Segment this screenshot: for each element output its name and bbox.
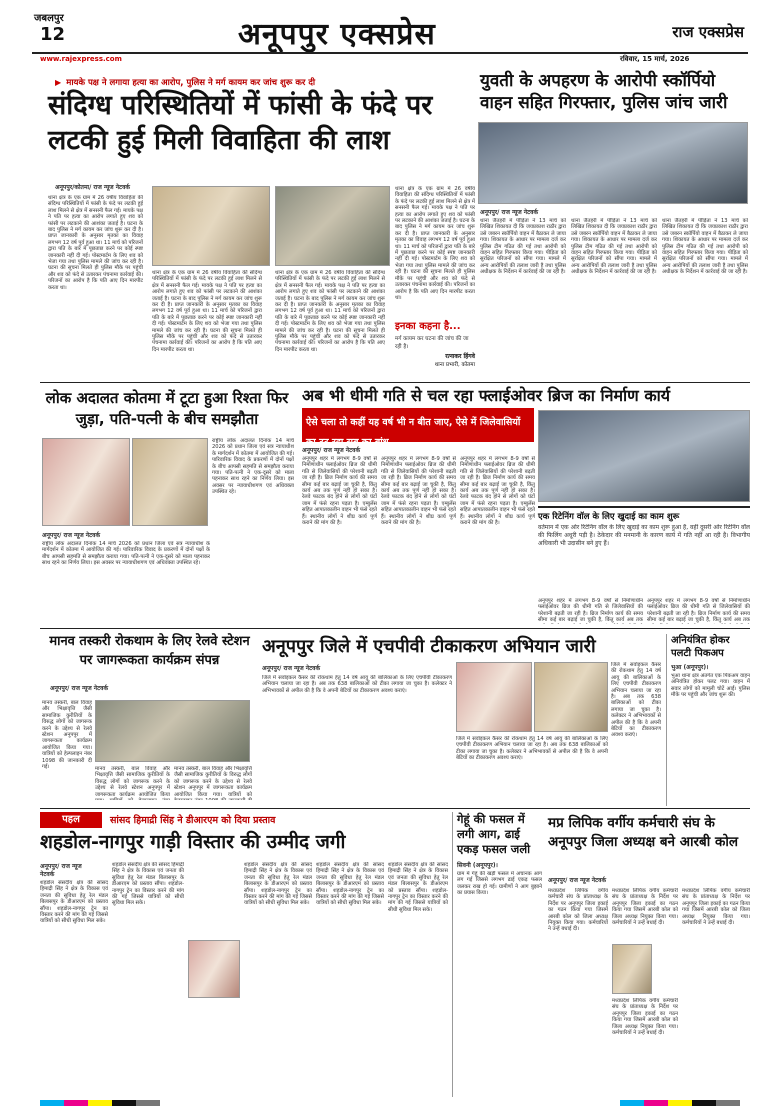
lead-body-col2: थाना क्षेत्र के एक ग्राम में 26 वर्षीय विवाहिता की संदिग्ध परिस्थितियों में फांसी के फंदे पर लटकी हुई लाश मिलने से क्षेत्र में सनसनी फैल गई। मायके पक्ष ने पति पर हत्या का आरोप लगाते हुए शव को फांसी पर लटकाने की आशंका जताई है। घटना के बाद पुलिस ने मर्ग कायम कर जांच शुरू कर दी है। प्राप्त जानकारी के अनुसार मृतका का विवाह लगभग 12 वर्ष पूर्व हुआ था। 11 मार्च को परिजनों द्वारा पति के बारे में पूछताछ करने पर कोई स्पष्ट जानकारी नहीं दी गई। पोस्टमार्टम के लिए शव को भेजा गया तथा पुलिस मामले की जांच कर रही है। घटना की सूचना मिलते ही पुलिस मौके पर पहुंची और शव को फंदे से उतारकर पंचनामा कार्रवाई की। परिजनों का आरोप है कि पति आए दिन मारपीट करता था। (152, 270, 262, 353)
story6-body-col3: जिले में सर्वाइकल कैंसर की रोकथाम हेतु 14 वर्ष आयु की बालिकाओं के लिए एचपीवी टीकाकरण अभियान चलाया जा रहा है। अब तक 638 बालिकाओं को टीका लगाया जा चुका है। कलेक्टर ने अभिभावकों से अपील की है कि वे अपनी बेटियों का टीकाकरण अवश्य कराएं। (456, 736, 608, 762)
story8-body-col4: शहडोल संसदीय क्षेत्र की सांसद हिमाद्री सिंह ने क्षेत्र के विकास एवं जनता की सुविधा हेतु रेल मंडल बिलासपुर के डीआरएम को प्रस्ताव सौंपा। शहडोल-नागपुर ट्रेन का विस्तार करने की मांग की गई जिससे यात्रियों को सीधी सुविधा मिल सके। (316, 862, 384, 907)
story4-body: अनूपपुर शहर में लगभग 8-9 वर्षों से निर्माणाधीन फ्लाईओवर ब्रिज की धीमी गति से जिलेवासियों की परेशानी बढ़ती जा रही है। ब्रिज निर्माण कार्य की समय सीमा कई बार बढ़ाई जा चुकी है, किंतु कार्य अब तक पूर्ण नहीं हो सका है। रेलवे फाटक बंद होने से लोगों को घंटों जाम में फंसे रहना पड़ता है। एम्बुलेंस सहित आपातकालीन वाहन भी फंसे रहते हैं। स्थानीय लोगों ने शीघ्र कार्य पूर्ण कराने की मांग की है। (302, 456, 377, 527)
story2-body-col2: थाना जैतहरी में पीड़िता ने 13 मार्च को लिखित शिकायत दी कि जयप्रकाश राठौर द्वारा उसे जबरन स्कॉर्पियो वाहन में बैठाकर ले जाया गया। शिकायत के आधार पर मामला दर्ज कर पुलिस टीम गठित की गई तथा आरोपी को वाहन सहित गिरफ्तार किया गया। पीड़िता को सुरक्षित परिजनों को सौंपा गया। मामले में अन्य आरोपियों की तलाश जारी है तथा पुलिस अधीक्षक के निर्देशन में कार्रवाई की जा रही है। (571, 218, 657, 276)
story6-body: जिले में सर्वाइकल कैंसर की रोकथाम हेतु 14 वर्ष आयु की बालिकाओं के लिए एचपीवी टीकाकरण अभियान चलाया जा रहा है। अब तक 638 बालिकाओं को टीका लगाया जा चुका है। कलेक्टर ने अभिभावकों से अपील की है कि वे अपनी बेटियों का टीकाकरण अवश्य कराएं। (262, 675, 452, 694)
quote-role: थाना प्रभारी, कोतमा (434, 362, 475, 368)
story6-headline: अनूपपुर जिले में एचपीवी टीकाकरण अभियान जारी (262, 636, 596, 657)
story5-headline: मानव तस्करी रोकथाम के लिए रेलवे स्टेशन पर जागरूकता कार्यक्रम संपन्न (49, 634, 250, 668)
story6-body-col2: जिले में सर्वाइकल कैंसर की रोकथाम हेतु 14 वर्ष आयु की बालिकाओं के लिए एचपीवी टीकाकरण अभियान चलाया जा रहा है। अब तक 638 बालिकाओं को टीका लगाया जा चुका है। कलेक्टर ने अभिभावकों से अपील की है कि वे अपनी बेटियों का टीकाकरण अवश्य कराएं। (611, 662, 661, 739)
story4-byline: अनूपपुर/ राज न्यूज नेटवर्क (302, 447, 361, 454)
issue-date: रविवार, 15 मार्च, 2026 (620, 55, 690, 63)
story10-body-col3: मध्यप्रदेश लिपिक वर्गीय कर्मचारी संघ के प्रांताध्यक्ष के निर्देश पर अनूपपुर जिला इकाई का गठन किया गया जिसमें आरबी कोल को जिला अध्यक्ष नियुक्त किया गया। कर्मचारियों ने उन्हें बधाई दी। (612, 998, 678, 1037)
story4-photo-bridge (538, 410, 750, 502)
registration-strip-right (620, 1100, 740, 1106)
lead-body: थाना क्षेत्र के एक ग्राम में 26 वर्षीय विवाहिता की संदिग्ध परिस्थितियों में फांसी के फंदे पर लटकी हुई लाश मिलने से क्षेत्र में सनसनी फैल गई। मायके पक्ष ने पति पर हत्या का आरोप लगाते हुए शव को फांसी पर लटकाने की आशंका जताई है। घटना के बाद पुलिस ने मर्ग कायम कर जांच शुरू कर दी है। प्राप्त जानकारी के अनुसार मृतका का विवाह लगभग 12 वर्ष पूर्व हुआ था। 11 मार्च को परिजनों द्वारा पति के बारे में पूछताछ करने पर कोई स्पष्ट जानकारी नहीं दी गई। पोस्टमार्टम के लिए शव को भेजा गया तथा पुलिस मामले की जांच कर रही है। घटना की सूचना मिलते ही पुलिस मौके पर पहुंची और शव को फंदे से उतारकर पंचनामा कार्रवाई की। परिजनों का आरोप है कि पति आए दिन मारपीट करता था। (48, 195, 143, 291)
story4-body-col3: अनूपपुर शहर में लगभग 8-9 वर्षों से निर्माणाधीन फ्लाईओवर ब्रिज की धीमी गति से जिलेवासियों की परेशानी बढ़ती जा रही है। ब्रिज निर्माण कार्य की समय सीमा कई बार बढ़ाई जा चुकी है, किंतु कार्य अब तक पूर्ण नहीं हो सका है। रेलवे फाटक बंद होने से लोगों को घंटों जाम में फंसे रहना पड़ता है। एम्बुलेंस सहित आपातकालीन वाहन भी फंसे रहते हैं। स्थानीय लोगों ने शीघ्र कार्य पूर्ण कराने की मांग की है। (460, 456, 535, 527)
page-number: 12 (40, 24, 66, 45)
story4-box-text: वर्तमान में एक ओर रिटेनिंग वॉल के लिए खुदाई का काम शुरू हुआ है, वहीं दूसरी ओर रिटेनिंग वॉल की फिलिंग अधूरी पड़ी है। ठेकेदार की मनमानी के कारण कार्य में गति नहीं आ रही है। विभागीय अधिकारी भी उदासीन बने हुए हैं। (538, 524, 750, 547)
story10-body-col2: मध्यप्रदेश लिपिक वर्गीय कर्मचारी संघ के प्रांताध्यक्ष के निर्देश पर अनूपपुर जिला इकाई का गठन किया गया जिसमें आरबी कोल को जिला अध्यक्ष नियुक्त किया गया। कर्मचारियों ने उन्हें बधाई दी। (612, 888, 678, 927)
section-rule-2 (40, 628, 750, 629)
story5-body: मानव तस्करी, बाल विवाह और भिक्षावृत्ति जैसी सामाजिक कुरीतियों के विरुद्ध लोगों को जागरूक करने के उद्देश्य से रेलवे स्टेशन अनूपपुर में जागरूकता कार्यक्रम आयोजित किया गया। यात्रियों को हेल्पलाइन नंबर 1098 की जानकारी दी गई। (42, 700, 92, 771)
story8-body-col5: शहडोल संसदीय क्षेत्र की सांसद हिमाद्री सिंह ने क्षेत्र के विकास एवं जनता की सुविधा हेतु रेल मंडल बिलासपुर के डीआरएम को प्रस्ताव सौंपा। शहडोल-नागपुर ट्रेन का विस्तार करने की मांग की गई जिससे यात्रियों को सीधी सुविधा मिल सके। (388, 862, 448, 913)
lead-kicker: ▶ मायके पक्ष ने लगाया हत्या का आरोप, पुलिस ने मर्ग कायम कर जांच शुरू कर दी (55, 78, 316, 88)
story9-byline: सिवनी (अनूपपुर)। (457, 862, 498, 869)
section-rule-1 (40, 382, 750, 383)
lead-photo-building (275, 186, 390, 266)
story2-headline: युवती के अपहरण के आरोपी स्कॉर्पियो वाहन सहित गिरफ्तार, पुलिस जांच जारी (480, 71, 728, 113)
story2-body-col3: थाना जैतहरी में पीड़िता ने 13 मार्च को लिखित शिकायत दी कि जयप्रकाश राठौर द्वारा उसे जबरन स्कॉर्पियो वाहन में बैठाकर ले जाया गया। शिकायत के आधार पर मामला दर्ज कर पुलिस टीम गठित की गई तथा आरोपी को वाहन सहित गिरफ्तार किया गया। पीड़िता को सुरक्षित परिजनों को सौंपा गया। मामले में अन्य आरोपियों की तलाश जारी है तथा पुलिस अधीक्षक के निर्देशन में कार्रवाई की जा रही है। (662, 218, 748, 276)
quote-name: रत्नाकर हिंगवे (445, 353, 475, 360)
story5-byline: अनूपपुर/ राज न्यूज नेटवर्क (50, 685, 109, 692)
story4-subhead: ऐसे चला तो कहीं यह वर्ष भी न बीत जाए, ऐसे में जिलेवासियों का टूट रहा सब्र का बांध (302, 408, 534, 442)
story3-headline: लोक अदालत कोतमा में टूटा हुआ रिश्ता फिर जुड़ा, पति-पत्नी के बीच समझौता (45, 389, 289, 428)
story8-body-col2: शहडोल संसदीय क्षेत्र की सांसद हिमाद्री सिंह ने क्षेत्र के विकास एवं जनता की सुविधा हेतु रेल मंडल बिलासपुर के डीआरएम को प्रस्ताव सौंपा। शहडोल-नागपुर ट्रेन का विस्तार करने की मांग की गई जिससे यात्रियों को सीधी सुविधा मिल सके। (112, 862, 184, 907)
story3-byline: अनूपपुर/ राज न्यूज नेटवर्क (42, 532, 101, 539)
website[interactable]: www.rajexpress.com (40, 55, 122, 63)
story8-byline: अनूपपुर/ राज न्यूज नेटवर्क (40, 863, 82, 878)
story8-photo-mp (188, 940, 240, 998)
lead-body-col4: थाना क्षेत्र के एक ग्राम में 26 वर्षीय विवाहिता की संदिग्ध परिस्थितियों में फांसी के फंदे पर लटकी हुई लाश मिलने से क्षेत्र में सनसनी फैल गई। मायके पक्ष ने पति पर हत्या का आरोप लगाते हुए शव को फांसी पर लटकाने की आशंका जताई है। घटना के बाद पुलिस ने मर्ग कायम कर जांच शुरू कर दी है। प्राप्त जानकारी के अनुसार मृतका का विवाह लगभग 12 वर्ष पूर्व हुआ था। 11 मार्च को परिजनों द्वारा पति के बारे में पूछताछ करने पर कोई स्पष्ट जानकारी नहीं दी गई। पोस्टमार्टम के लिए शव को भेजा गया तथा पुलिस मामले की जांच कर रही है। घटना की सूचना मिलते ही पुलिस मौके पर पहुंची और शव को फंदे से उतारकर पंचनामा कार्रवाई की। परिजनों का आरोप है कि पति आए दिन मारपीट करता था। (395, 186, 475, 301)
kicker-arrow-icon: ▶ (55, 78, 62, 87)
story8-headline: शहडोल-नागपुर गाड़ी विस्तार की उम्मीद जगी (40, 831, 346, 853)
story7-headline: अनियंत्रित होकर पलटी पिकअप (671, 635, 730, 659)
story8-tag: पहल (40, 812, 102, 828)
story2-photo (478, 122, 748, 204)
story10-byline: अनूपपुर/ राज न्यूज नेटवर्क (548, 877, 607, 884)
story6-photo-vaccination-1 (456, 662, 532, 732)
story7-box (666, 634, 750, 806)
story8-kicker: सांसद हिमाद्री सिंह ने डीआरएम को दिया प्रस्ताव (110, 815, 276, 826)
story5-photo-station (95, 700, 250, 762)
story3-photo-garland (132, 438, 208, 526)
story4-body-col5: अनूपपुर शहर में लगभग 8-9 वर्षों से निर्माणाधीन फ्लाईओवर ब्रिज की धीमी गति से जिलेवासियों की परेशानी बढ़ती जा रही है। ब्रिज निर्माण कार्य की समय सीमा कई बार बढ़ाई जा चुकी है, किंतु कार्य अब तक (647, 598, 750, 624)
story10-photo-portrait (612, 944, 652, 994)
quote-box (395, 318, 475, 378)
story9-body: ग्राम में गेहूं की खड़ी फसल में अचानक आग लग गई जिससे लगभग ढाई एकड़ फसल जलकर राख हो गई। ग्रामीणों ने आग बुझाने का प्रयास किया। (457, 871, 542, 897)
story9-headline: गेहूं की फसल में लगी आग, ढाई एकड़ फसल जली (457, 812, 531, 856)
story5-body-col3: मानव तस्करी, बाल विवाह और भिक्षावृत्ति जैसी सामाजिक कुरीतियों के विरुद्ध लोगों को जागरूक करने के उद्देश्य से रेलवे स्टेशन अनूपपुर में जागरूकता कार्यक्रम आयोजित किया गया। यात्रियों को (174, 766, 252, 798)
story9-box (452, 812, 542, 1097)
story10-headline: मप्र लिपिक वर्गीय कर्मचारी संघ के अनूपपुर जिला अध्यक्ष बने आरबी कोल (548, 815, 738, 850)
story4-body-col4: अनूपपुर शहर में लगभग 8-9 वर्षों से निर्माणाधीन फ्लाईओवर ब्रिज की धीमी गति से जिलेवासियों की परेशानी बढ़ती जा रही है। ब्रिज निर्माण कार्य की समय सीमा कई बार बढ़ाई जा चुकी है, किंतु कार्य अब तक (538, 598, 643, 624)
lead-byline: अनूपपुर/कोतमा/ राज न्यूज नेटवर्क (55, 184, 131, 191)
paper-title: अनूपपुर एक्सप्रेस (238, 17, 436, 52)
story7-body: भुआ थाना क्षेत्र अंतर्गत एक पिकअप वाहन अनियंत्रित होकर पलट गया। वाहन में सवार लोगों को मामूली चोटें आईं। पुलिस मौके पर पहुंची और जांच शुरू की। (671, 673, 750, 699)
story4-headline: अब भी धीमी गति से चल रहा फ्लाईओवर ब्रिज का निर्माण कार्य (302, 386, 671, 405)
story4-box-title: एक रिटेनिंग वॉल के लिए खुदाई का काम शुरू (538, 512, 680, 522)
story2-byline: अनूपपुर/ राज न्यूज नेटवर्क (480, 209, 539, 216)
masthead (28, 8, 750, 58)
story6-byline: अनूपपुर/ राज न्यूज नेटवर्क (262, 665, 321, 672)
brand-logo: राज एक्सप्रेस (672, 23, 744, 41)
story4-body-col2: अनूपपुर शहर में लगभग 8-9 वर्षों से निर्माणाधीन फ्लाईओवर ब्रिज की धीमी गति से जिलेवासियों की परेशानी बढ़ती जा रही है। ब्रिज निर्माण कार्य की समय सीमा कई बार बढ़ाई जा चुकी है, किंतु कार्य अब तक पूर्ण नहीं हो सका है। रेलवे फाटक बंद होने से लोगों को घंटों जाम में फंसे रहना पड़ता है। एम्बुलेंस सहित आपातकालीन वाहन भी फंसे रहते हैं। स्थानीय लोगों ने शीघ्र कार्य पूर्ण कराने की मांग की है। (381, 456, 456, 527)
story8-body: शहडोल संसदीय क्षेत्र की सांसद हिमाद्री सिंह ने क्षेत्र के विकास एवं जनता की सुविधा हेतु रेल मंडल बिलासपुर के डीआरएम को प्रस्ताव सौंपा। शहडोल-नागपुर ट्रेन का विस्तार करने की मांग की गई जिससे यात्रियों को सीधी सुविधा मिल सके। (40, 880, 108, 925)
masthead-rule (32, 52, 748, 54)
story5-body-col2: मानव तस्करी, बाल विवाह और भिक्षावृत्ति जैसी सामाजिक कुरीतियों के विरुद्ध लोगों को जागरूक करने के उद्देश्य से रेलवे स्टेशन अनूपपुर में जागरूकता कार्यक्रम आयोजित किया (95, 766, 170, 798)
quote-title: इनका कहना है... (395, 321, 461, 332)
story10-body: मध्यप्रदेश लिपिक वर्गीय कर्मचारी संघ के प्रांताध्यक्ष के निर्देश पर अनूपपुर जिला इकाई का गठन किया गया जिसमें आरबी कोल को जिला अध्यक्ष नियुक्त किया गया। कर्मचारियों ने उन्हें बधाई दी। (548, 888, 608, 933)
story10-body-col4: मध्यप्रदेश लिपिक वर्गीय कर्मचारी संघ के प्रांताध्यक्ष के निर्देश पर अनूपपुर जिला इकाई का गठन किया गया जिसमें आरबी कोल को जिला अध्यक्ष नियुक्त किया गया। कर्मचारियों ने उन्हें बधाई दी। (682, 888, 750, 927)
story3-body: राष्ट्रीय लोक अदालत दिनांक 14 मार्च 2026 को प्रधान जिला एवं सत्र न्यायाधीश के मार्गदर्शन में कोतमा में आयोजित की गई। पारिवारिक विवाद के प्रकरणों में दोनों पक्षों के बीच आपसी सहमति से समझौता कराया गया। पति-पत्नी ने एक-दूसरे को माला पहनाकर साथ रहने का निर्णय लिया। इस अवसर पर न्यायाधीशगण एवं अधिवक्ता उपस्थित रहे। (42, 541, 210, 567)
registration-strip-left (40, 1100, 160, 1106)
story4-box (538, 506, 750, 596)
story3-body-col2: राष्ट्रीय लोक अदालत दिनांक 14 मार्च 2026 को प्रधान जिला एवं सत्र न्यायाधीश के मार्गदर्शन में कोतमा में आयोजित की गई। पारिवारिक विवाद के प्रकरणों में दोनों पक्षों के बीच आपसी सहमति से समझौता कराया गया। पति-पत्नी ने एक-दूसरे को माला पहनाकर साथ रहने का निर्णय लिया। इस अवसर पर न्यायाधीशगण एवं अधिवक्ता उपस्थित रहे। (212, 438, 294, 496)
section-rule-3 (40, 808, 750, 809)
story3-photo-people (42, 438, 130, 526)
story8-body-col3: शहडोल संसदीय क्षेत्र की सांसद हिमाद्री सिंह ने क्षेत्र के विकास एवं जनता की सुविधा हेतु रेल मंडल बिलासपुर के डीआरएम को प्रस्ताव सौंपा। शहडोल-नागपुर ट्रेन का विस्तार करने की मांग की गई जिससे यात्रियों को सीधी सुविधा मिल सके। (244, 862, 312, 907)
story6-photo-vaccination-2 (534, 662, 608, 732)
lead-photo-house (152, 186, 270, 266)
edition-city: जबलपुर (34, 13, 64, 24)
lead-body-col3: थाना क्षेत्र के एक ग्राम में 26 वर्षीय विवाहिता की संदिग्ध परिस्थितियों में फांसी के फंदे पर लटकी हुई लाश मिलने से क्षेत्र में सनसनी फैल गई। मायके पक्ष ने पति पर हत्या का आरोप लगाते हुए शव को फांसी पर लटकाने की आशंका जताई है। घटना के बाद पुलिस ने मर्ग कायम कर जांच शुरू कर दी है। प्राप्त जानकारी के अनुसार मृतका का विवाह लगभग 12 वर्ष पूर्व हुआ था। 11 मार्च को परिजनों द्वारा पति के बारे में पूछताछ करने पर कोई स्पष्ट जानकारी नहीं दी गई। पोस्टमार्टम के लिए शव को भेजा गया तथा पुलिस मामले की जांच कर रही है। घटना की सूचना मिलते ही पुलिस मौके पर पहुंची और शव को फंदे से उतारकर पंचनामा कार्रवाई की। परिजनों का आरोप है कि पति आए दिन मारपीट करता था। (275, 270, 385, 353)
quote-text: मर्ग कायम कर घटना की जांच की जा रही है। (395, 336, 469, 350)
story7-byline: भुआ (अनूपपुर)। (671, 664, 709, 671)
lead-headline: संदिग्ध परिस्थितियों में फांसी के फंदे पर लटकी हुई मिली विवाहिता की लाश (48, 90, 433, 156)
story2-body: थाना जैतहरी में पीड़िता ने 13 मार्च को लिखित शिकायत दी कि जयप्रकाश राठौर द्वारा उसे जबरन स्कॉर्पियो वाहन में बैठाकर ले जाया गया। शिकायत के आधार पर मामला दर्ज कर पुलिस टीम गठित की गई तथा आरोपी को वाहन सहित गिरफ्तार किया गया। पीड़िता को सुरक्षित परिजनों को सौंपा गया। मामले में अन्य आरोपियों की तलाश जारी है तथा पुलिस अधीक्षक के निर्देशन में कार्रवाई की जा रही है। (480, 218, 566, 276)
